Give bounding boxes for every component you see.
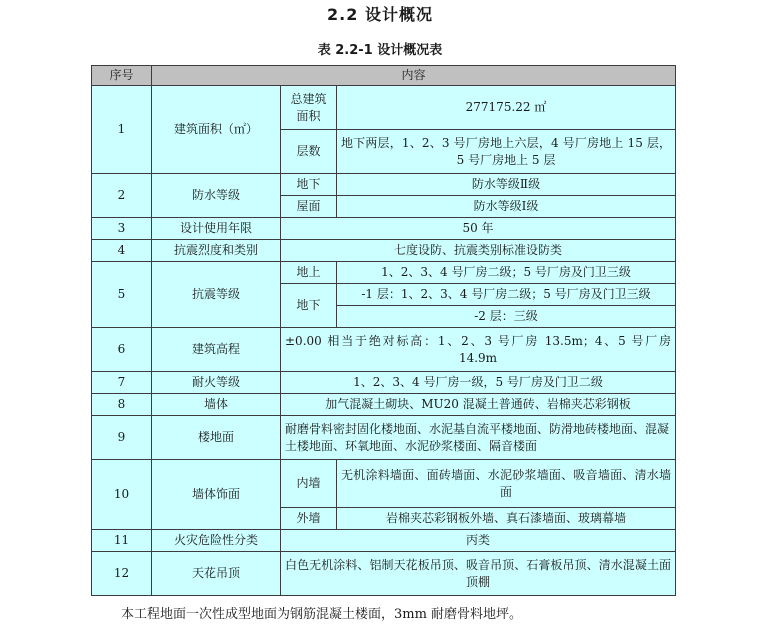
sub-label: 地下 (281, 174, 337, 196)
section-title: 2.2 设计概况 (327, 5, 433, 24)
row-value: 1、2、3、4 号厂房一级，5 号厂房及门卫二级 (281, 372, 676, 394)
table-row (92, 86, 676, 130)
row-label: 天花吊顶 (152, 552, 281, 596)
table-header-row (92, 66, 676, 86)
sub-label: 地下 (281, 284, 337, 328)
sub-value: -2 层：三级 (337, 306, 676, 328)
row-value: 耐磨骨料密封固化楼地面、水泥基自流平楼地面、防滑地砖楼地面、混凝土楼地面、环氧地面、水泥砂浆楼面、隔音楼面 (281, 416, 676, 460)
row-number: 8 (92, 394, 152, 416)
row-value: 加气混凝土砌块、MU20 混凝土普通砖、岩棉夹芯彩钢板 (281, 394, 676, 416)
row-number: 6 (92, 328, 152, 372)
row-label: 防水等级 (152, 174, 281, 218)
row-number: 9 (92, 416, 152, 460)
sub-label: 地上 (281, 262, 337, 284)
row-value: 50 年 (281, 218, 676, 240)
sub-value: 岩棉夹芯彩钢板外墙、真石漆墙面、玻璃幕墙 (337, 508, 676, 530)
row-number: 7 (92, 372, 152, 394)
sub-value: 无机涂料墙面、面砖墙面、水泥砂浆墙面、吸音墙面、清水墙面 (337, 460, 676, 508)
sub-value: 防水等级Ⅰ级 (337, 196, 676, 218)
sub-label: 外墙 (281, 508, 337, 530)
design-overview-table (91, 65, 676, 596)
row-label: 抗震等级 (152, 262, 281, 328)
row-value: 七度设防、抗震类别标准设防类 (281, 240, 676, 262)
table-row (92, 530, 676, 552)
row-label: 建筑高程 (152, 328, 281, 372)
row-number: 3 (92, 218, 152, 240)
row-number: 2 (92, 174, 152, 218)
row-label: 楼地面 (152, 416, 281, 460)
row-number: 4 (92, 240, 152, 262)
row-number: 5 (92, 262, 152, 328)
row-label: 耐火等级 (152, 372, 281, 394)
table-caption: 表 2.2-1 设计概况表 (317, 43, 443, 58)
row-label: 抗震烈度和类别 (152, 240, 281, 262)
table-row (92, 328, 676, 372)
sub-value: 1、2、3、4 号厂房二级；5 号厂房及门卫三级 (337, 262, 676, 284)
table-row (92, 240, 676, 262)
sub-value: 277175.22 ㎡ (337, 86, 676, 130)
row-label: 设计使用年限 (152, 218, 281, 240)
table-row (92, 372, 676, 394)
sub-label: 层数 (281, 130, 337, 174)
row-value: 丙类 (281, 530, 676, 552)
sub-label: 内墙 (281, 460, 337, 508)
sub-label: 屋面 (281, 196, 337, 218)
row-number: 11 (92, 530, 152, 552)
row-value: ±0.00 相当于绝对标高：1、2、3 号厂房 13.5m；4、5 号厂房 14.9m (281, 328, 676, 372)
row-number: 10 (92, 460, 152, 530)
row-label: 火灾危险性分类 (152, 530, 281, 552)
table-row (92, 552, 676, 596)
header-content: 内容 (152, 66, 676, 86)
row-number: 12 (92, 552, 152, 596)
table-row (92, 218, 676, 240)
sub-value: 地下两层，1、2、3 号厂房地上六层，4 号厂房地上 15 层，5 号厂房地上 5 层 (337, 130, 676, 174)
table-row (92, 174, 676, 196)
table-row (92, 416, 676, 460)
sub-value: 防水等级Ⅱ级 (337, 174, 676, 196)
footnote: 本工程地面一次性成型地面为钢筋混凝土楼面，3mm 耐磨骨料地坪。 (121, 607, 523, 622)
table-row (92, 262, 676, 284)
row-label: 墙体 (152, 394, 281, 416)
row-value: 白色无机涂料、铝制天花板吊顶、吸音吊顶、石膏板吊顶、清水混凝土面顶棚 (281, 552, 676, 596)
header-no: 序号 (92, 66, 152, 86)
sub-value: -1 层：1、2、3、4 号厂房二级；5 号厂房及门卫三级 (337, 284, 676, 306)
table-row (92, 460, 676, 508)
row-label: 建筑面积（㎡） (152, 86, 281, 174)
sub-label: 总建筑面积 (281, 86, 337, 130)
row-number: 1 (92, 86, 152, 174)
table-row (92, 394, 676, 416)
row-label: 墙体饰面 (152, 460, 281, 530)
